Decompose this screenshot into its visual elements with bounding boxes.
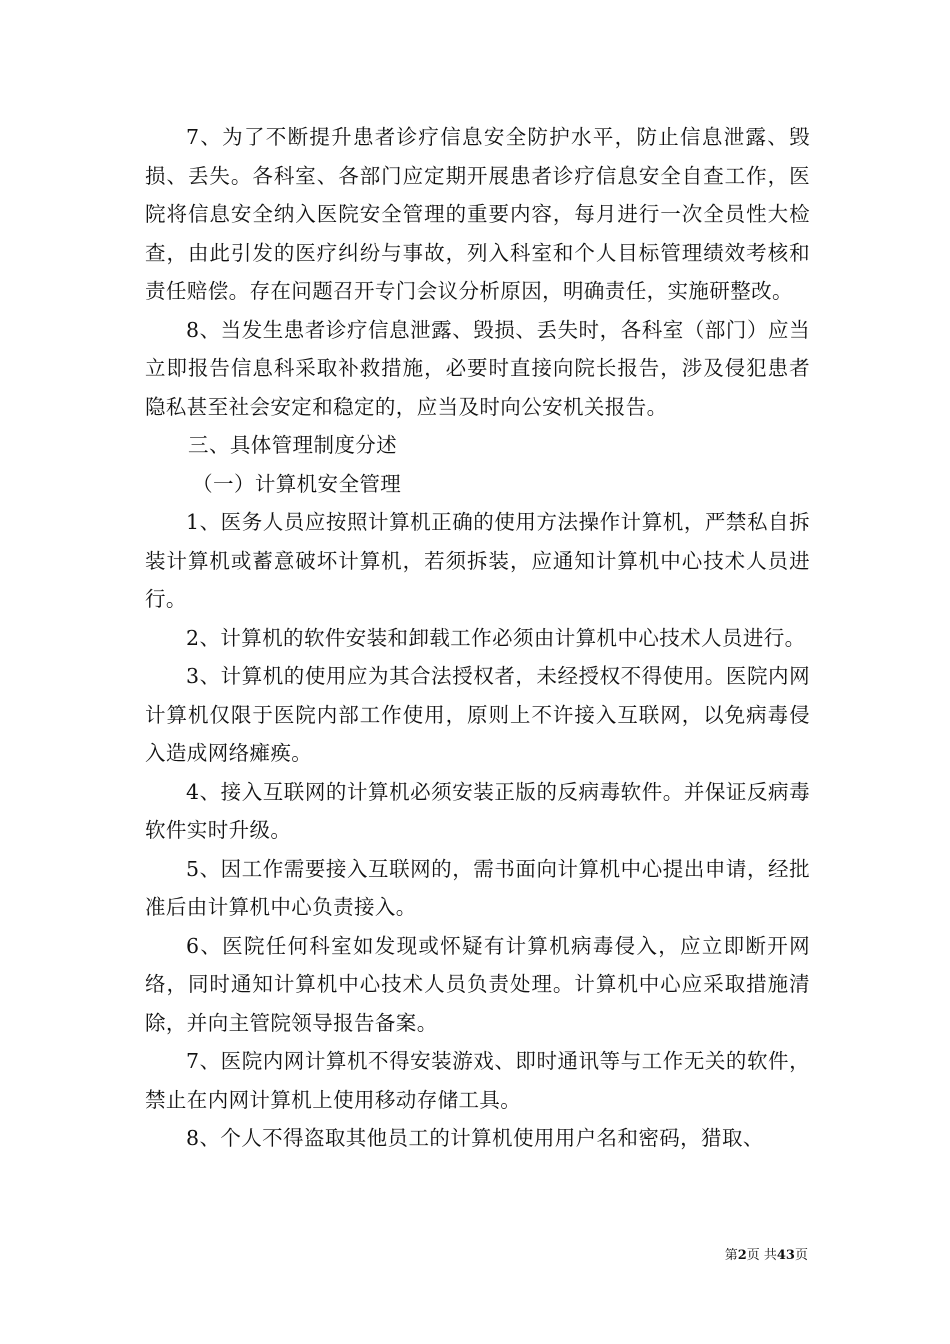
total-page-number: 43 <box>776 1248 795 1263</box>
rule-item-3: 3、计算机的使用应为其合法授权者，未经授权不得使用。医院内网计算机仅限于医院内部工作使用，原则上不许接入互联网，以免病毒侵入造成网络瘫痪。 <box>145 664 810 765</box>
rule-item-4: 4、接入互联网的计算机必须安装正版的反病毒软件。并保证反病毒软件实时升级。 <box>145 779 810 842</box>
rule-item-1: 1、医务人员应按照计算机正确的使用方法操作计算机，严禁私自拆装计算机或蓄意破坏计算机，若须拆装，应通知计算机中心技术人员进行。 <box>145 510 810 611</box>
rule-item-6: 6、医院任何科室如发现或怀疑有计算机病毒侵入，应立即断开网络，同时通知计算机中心技术人员负责处理。计算机中心应采取措施清除，并向主管院领导报告备案。 <box>145 933 810 1035</box>
document-body <box>145 118 810 1158</box>
rule-item-5: 5、因工作需要接入互联网的，需书面向计算机中心提出申请，经批准后由计算机中心负责接入。 <box>145 856 810 919</box>
paragraph-item-7-protection: 7、为了不断提升患者诊疗信息安全防护水平，防止信息泄露、毁损、丢失。各科室、各部门应定期开展患者诊疗信息安全自查工作，医院将信息安全纳入医院安全管理的重要内容，每月进行一次全员性大检查，由此引发的医疗纠纷与事故，列入科室和个人目标管理绩效考核和责任赔偿。存在问题召开专门会议分析原因，明确责任，实施研整改。 <box>145 125 810 303</box>
section-heading: 三、具体管理制度分述 <box>188 433 398 457</box>
rule-item-2: 2、计算机的软件安装和卸载工作必须由计算机中心技术人员进行。 <box>186 625 806 650</box>
footer-prefix: 第 <box>724 1248 738 1263</box>
rule-item-7: 7、医院内网计算机不得安装游戏、即时通讯等与工作无关的软件，禁止在内网计算机上使用移动存储工具。 <box>145 1049 810 1112</box>
current-page-number: 2 <box>737 1248 747 1263</box>
paragraph-item-8-incident-report: 8、当发生患者诊疗信息泄露、毁损、丢失时，各科室（部门）应当立即报告信息科采取补救措施，必要时直接向院长报告，涉及侵犯患者隐私甚至社会安定和稳定的，应当及时向公安机关报告。 <box>145 317 810 419</box>
page-number-footer <box>725 1248 808 1264</box>
footer-suffix: 页 <box>794 1248 808 1263</box>
footer-middle: 页 共 <box>746 1248 777 1263</box>
rule-item-8: 8、个人不得盗取其他员工的计算机使用用户名和密码，猎取、 <box>186 1126 764 1150</box>
subsection-heading: （一）计算机安全管理 <box>192 471 402 496</box>
